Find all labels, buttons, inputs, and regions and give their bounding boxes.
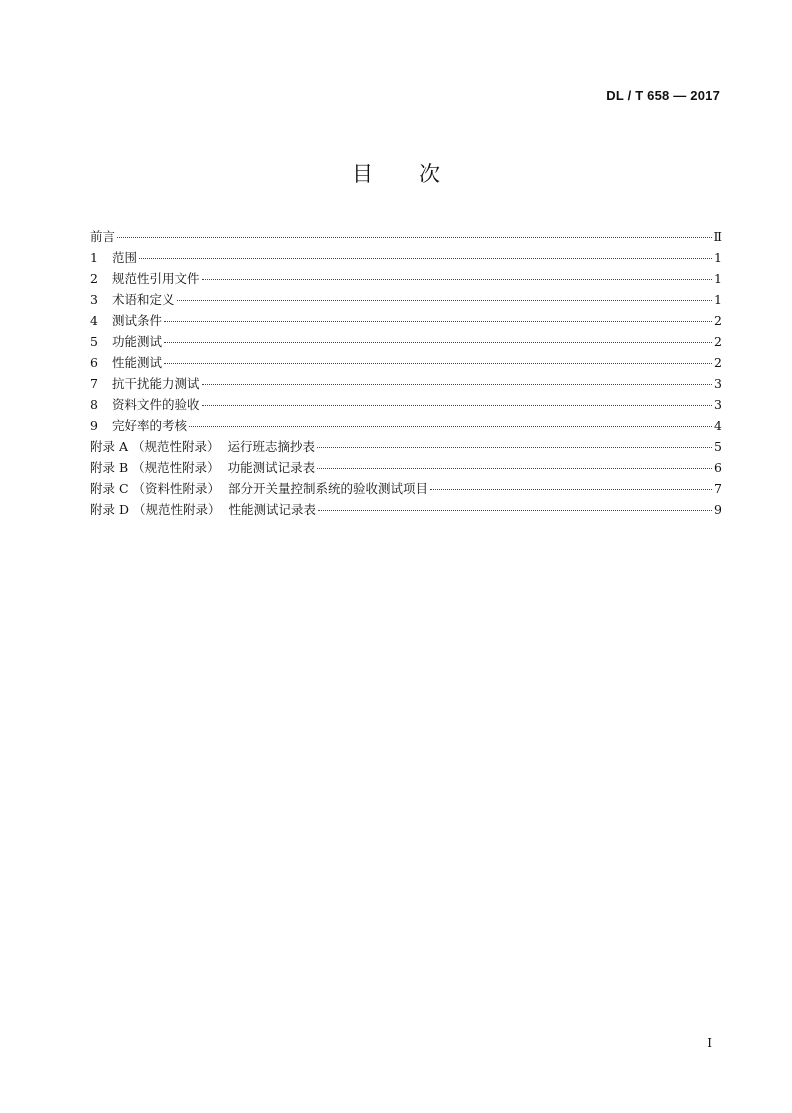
toc-page: 1 [714,292,722,307]
toc-page: 6 [714,460,722,475]
toc-number: 6 [90,355,98,370]
toc-entry-9[interactable] [90,415,722,436]
toc-page: 4 [714,418,722,433]
toc-entry-appendix-d[interactable] [90,499,722,520]
toc-label: 部分开关量控制系统的验收测试项目 [228,481,429,496]
dot-leader [164,320,712,322]
toc-entry-1[interactable] [90,247,722,268]
toc-entry-6[interactable] [90,352,722,373]
toc-page: 3 [714,397,722,412]
toc-number: 3 [90,292,98,307]
title-char-1: 目 [352,162,373,186]
toc-number: 2 [90,271,98,286]
toc-label: 功能测试记录表 [227,460,316,475]
dot-leader [317,467,712,469]
toc-page: 9 [714,502,722,517]
dot-leader [117,236,711,238]
toc-page: 2 [714,313,722,328]
dot-leader [318,509,712,511]
appendix-prefix: 附录 D （规范性附录） [90,502,221,517]
toc-page: 7 [714,481,722,496]
page-number: I [707,1036,712,1050]
toc-page: 2 [714,334,722,349]
toc-entry-8[interactable] [90,394,722,415]
dot-leader [202,404,712,406]
dot-leader [177,299,712,301]
dot-leader [139,257,712,259]
table-of-contents [90,226,722,520]
toc-entry-4[interactable] [90,310,722,331]
title-char-2: 次 [419,162,440,186]
toc-entry-2[interactable] [90,268,722,289]
toc-number: 7 [90,376,98,391]
toc-entry-3[interactable] [90,289,722,310]
toc-label: 规范性引用文件 [112,271,200,286]
dot-leader [164,362,712,364]
toc-page: 1 [714,271,722,286]
toc-page: 3 [714,376,722,391]
toc-label: 前言 [90,229,116,244]
toc-page: 1 [714,250,722,265]
dot-leader [164,341,712,343]
toc-number: 1 [90,250,98,265]
appendix-prefix: 附录 B （规范性附录） [90,460,220,475]
toc-number: 4 [90,313,98,328]
page-title [0,158,792,188]
dot-leader [202,278,712,280]
toc-label: 测试条件 [112,313,163,328]
toc-entry-appendix-a[interactable] [90,436,722,457]
toc-entry-appendix-b[interactable] [90,457,722,478]
toc-label: 术语和定义 [112,292,175,307]
toc-page: 2 [714,355,722,370]
toc-entry-appendix-c[interactable] [90,478,722,499]
toc-label: 资料文件的验收 [112,397,200,412]
dot-leader [317,446,712,448]
toc-label: 范围 [112,250,138,265]
toc-label: 性能测试 [112,355,163,370]
toc-label: 性能测试记录表 [228,502,316,517]
toc-number: 8 [90,397,98,412]
toc-page: Ⅱ [713,229,722,244]
toc-number: 9 [90,418,98,433]
toc-entry-5[interactable] [90,331,722,352]
dot-leader [430,488,712,490]
toc-number: 5 [90,334,98,349]
toc-page: 5 [714,439,722,454]
appendix-prefix: 附录 A （规范性附录） [90,439,220,454]
toc-label: 抗干扰能力测试 [112,376,200,391]
document-code: DL / T 658 — 2017 [606,88,720,103]
toc-label: 功能测试 [112,334,163,349]
toc-label: 运行班志摘抄表 [227,439,315,454]
toc-entry-7[interactable] [90,373,722,394]
toc-entry-foreword[interactable] [90,226,722,247]
toc-label: 完好率的考核 [112,418,188,433]
appendix-prefix: 附录 C （资料性附录） [90,481,221,496]
dot-leader [202,383,712,385]
dot-leader [189,425,712,427]
